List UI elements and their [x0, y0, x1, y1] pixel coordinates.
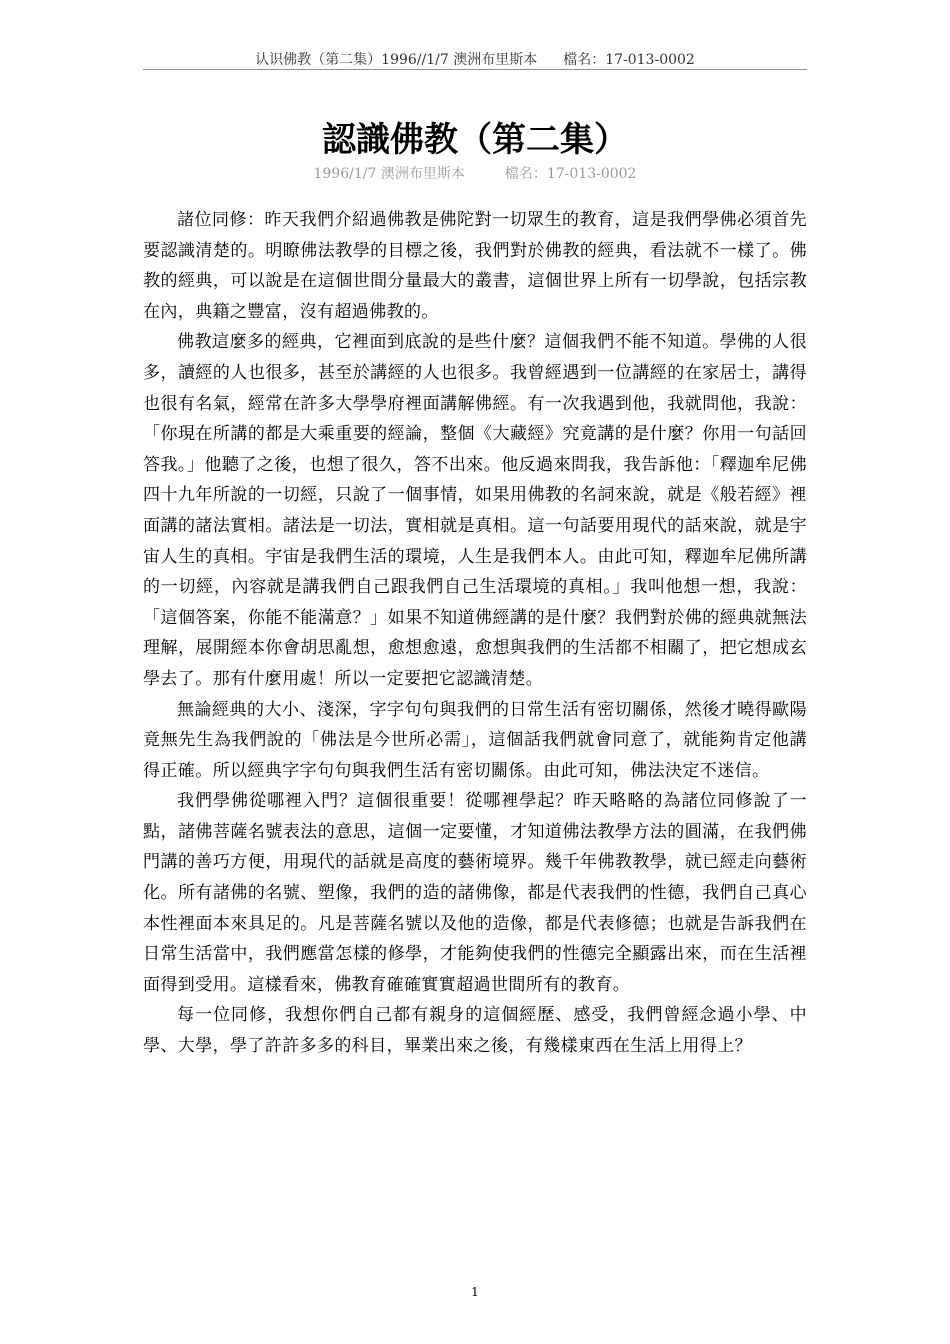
paragraph: 佛教這麼多的經典，它裡面到底說的是些什麼？這個我們不能不知道。學佛的人很多，讀經的人也很多，甚至於講經的人也很多。我曾經遇到一位講經的在家居士，講得也很有名氣，經常在許多大學學府裡面講解佛經。有一次我遇到他，我就問他，我說：「你現在所講的都是大乘重要的經論，整個《大藏經》究竟講的是什麼？你用一句話回答我。」他聽了之後，也想了很久，答不出來。他反過來問我，我告訴他：「釋迦牟尼佛四十九年所說的一切經，只說了一個事情，如果用佛教的名詞來說，就是《般若經》裡面講的諸法實相。諸法是一切法，實相就是真相。這一句話要用現代的話來說，就是宇宙人生的真相。宇宙是我們生活的環境，人生是我們本人。由此可知，釋迦牟尼佛所講的一切經，內容就是講我們自己跟我們自己生活環境的真相。」我叫他想一想，我說：「這個答案，你能不能滿意？」如果不知道佛經講的是什麼？我們對於佛的經典就無法理解，展開經本你會胡思亂想，愈想愈遠，愈想與我們的生活都不相關了，把它想成玄學去了。那有什麼用處！所以一定要把它認識清楚。 — [143, 332, 807, 689]
paragraph: 每一位同修，我想你們自己都有親身的這個經歷、感受，我們曾經念過小學、中學、大學，學了許許多多的科目，畢業出來之後，有幾樣東西在生活上用得上？ — [143, 1005, 807, 1057]
page-number: 1 — [471, 1285, 479, 1299]
page-subtitle — [143, 164, 807, 184]
header-divider — [143, 69, 807, 70]
running-header-title: 认识佛教（第二集）1996//1/7 澳洲布里斯本 — [255, 52, 538, 68]
body-text — [143, 205, 807, 1062]
subtitle-date-location: 1996/1/7 澳洲布里斯本 — [313, 166, 465, 182]
paragraph: 無論經典的大小、淺深，字字句句與我們的日常生活有密切關係，然後才曉得歐陽竟無先生為我們說的「佛法是今世所必需」，這個話我們就會同意了，就能夠肯定他講得正確。所以經典字字句句與我們生活有密切關係。由此可知，佛法決定不迷信。 — [143, 699, 807, 781]
paragraph: 諸位同修：昨天我們介紹過佛教是佛陀對一切眾生的教育，這是我們學佛必須首先要認識清楚的。明瞭佛法教學的目標之後，我們對於佛教的經典，看法就不一樣了。佛教的經典，可以說是在這個世間分量最大的叢書，這個世界上所有一切學說，包括宗教在內，典籍之豐富，沒有超過佛教的。 — [143, 210, 807, 322]
running-header-file-id: 檔名：17-013-0002 — [563, 52, 695, 68]
page-title: 認識佛教（第二集） — [322, 120, 628, 160]
paragraph: 我們學佛從哪裡入門？這個很重要！從哪裡學起？昨天略略的為諸位同修說了一點，諸佛菩薩名號表法的意思，這個一定要懂，才知道佛法教學方法的圓滿，在我們佛門講的善巧方便，用現代的話就是高度的藝術境界。幾千年佛教教學，就已經走向藝術化。所有諸佛的名號、塑像，我們的造的諸佛像，都是代表我們的性德，我們自己真心本性裡面本來具足的。凡是菩薩名號以及他的造像，都是代表修德；也就是告訴我們在日常生活當中，我們應當怎樣的修學，才能夠使我們的性德完全顯露出來，而在生活裡面得到受用。這樣看來，佛教育確確實實超過世間所有的教育。 — [143, 791, 807, 995]
running-header — [143, 50, 807, 70]
subtitle-file-id: 檔名：17-013-0002 — [504, 166, 637, 182]
